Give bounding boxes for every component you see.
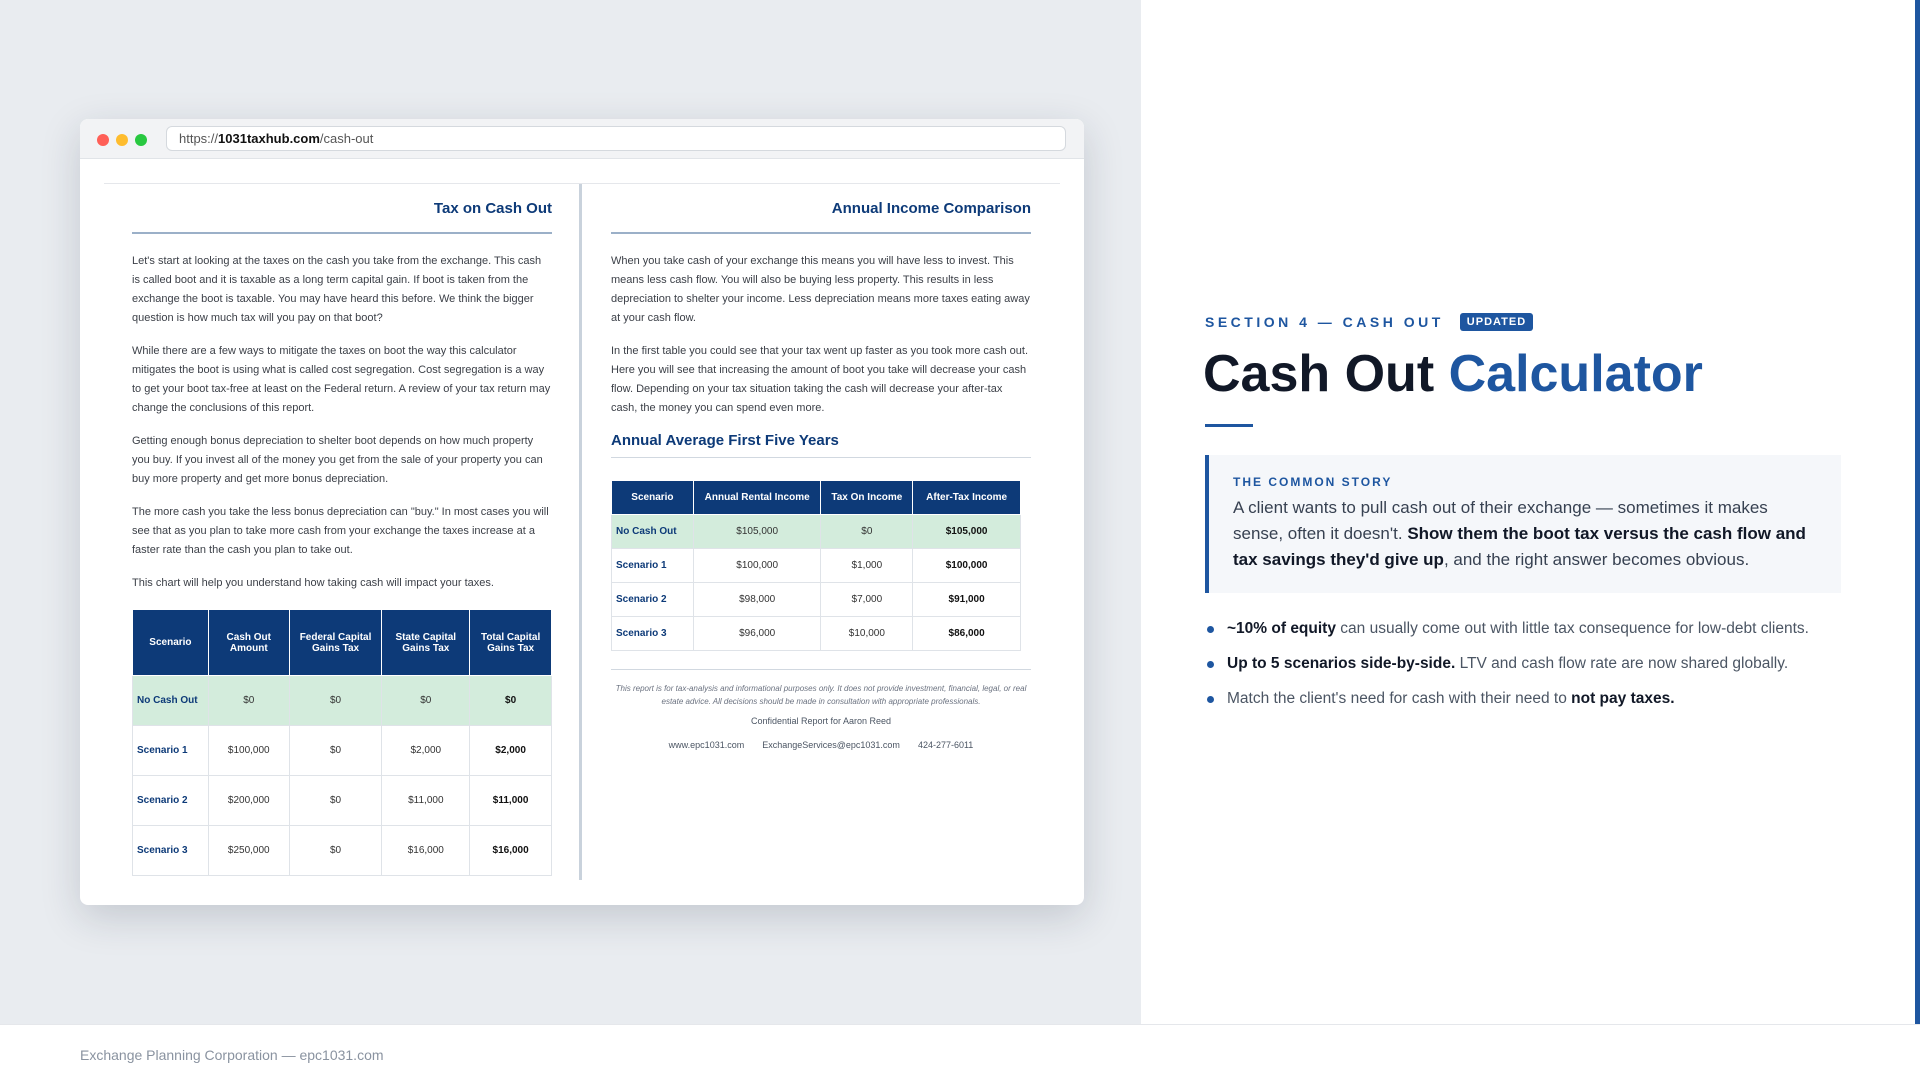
right-panel (1141, 0, 1920, 1024)
column-divider (579, 184, 582, 880)
confidential-note: Confidential Report for Aaron Reed (750, 716, 892, 726)
browser-window (80, 119, 1084, 905)
bullet-bold: not pay taxes. (1571, 690, 1675, 707)
table-cell: Scenario 1 (612, 549, 694, 583)
paragraph: The more cash you take the less bonus depreciation can "buy." In most cases you will see that as you plan to take more cash from your exchange the taxes increase at a faster rate than the cash you plan to take out. (132, 506, 549, 556)
minimize-window-button[interactable] (116, 134, 128, 146)
table-cell: Scenario 2 (133, 776, 209, 826)
tax-on-cash-out-title: Tax on Cash Out (132, 184, 552, 234)
table-cell: $86,000 (913, 617, 1021, 651)
table-cell: $0 (382, 676, 470, 726)
table-row (612, 549, 1021, 583)
bullet-bold: Up to 5 scenarios side-by-side. (1227, 655, 1456, 672)
table-row (612, 515, 1021, 549)
paragraph: When you take cash of your exchange this means you will have less to invest. This means less cash flow. You will also be buying less property. This results in less depreciation to shelter your income. Less depreciation means more taxes eating away at your cash flow. (611, 255, 1030, 324)
table-cell: $16,000 (382, 826, 470, 876)
table-header-row (612, 481, 1021, 515)
column-header: After-Tax Income (913, 481, 1021, 515)
paragraph: This chart will help you understand how taking cash will impact your taxes. (132, 577, 494, 589)
column-header: Tax On Income (821, 481, 913, 515)
table-row (612, 583, 1021, 617)
table-cell: $0 (289, 676, 382, 726)
annual-income-title: Annual Income Comparison (611, 184, 1031, 234)
capital-gains-tax-table (132, 609, 552, 876)
contact-line (611, 740, 1031, 750)
close-window-button[interactable] (97, 134, 109, 146)
bullet-item (1205, 688, 1885, 723)
table-cell: $100,000 (693, 549, 821, 583)
table-cell: No Cash Out (612, 515, 694, 549)
table-cell: Scenario 3 (133, 826, 209, 876)
story-text (1233, 495, 1817, 573)
table-cell: Scenario 3 (612, 617, 694, 651)
contact-website: www.epc1031.com (668, 740, 745, 750)
column-header: Total Capital Gains Tax (470, 610, 552, 676)
footer (0, 1024, 1920, 1080)
url-domain: 1031taxhub.com (218, 131, 320, 146)
story-emphasis: Show them the boot tax versus the cash flow and tax savings they'd give up (1233, 524, 1806, 569)
section-label: SECTION 4 — CASH OUT (1205, 314, 1444, 330)
paragraph: Let's start at looking at the taxes on the cash you take from the exchange. This cash is called boot and it is taxable as a long term capital gain. If boot is taken from the exchange the boot is taxable. You may have heard this before. We think the bigger question is how much tax will you pay on that boot? (132, 255, 542, 324)
five-year-average-subtitle: Annual Average First Five Years (611, 432, 1031, 458)
paragraph: Getting enough bonus depreciation to shelter boot depends on how much property you buy. If you invest all of the money you get from the sale of your property you can buy more property and get more bonus depreciation. (132, 435, 543, 485)
bullet-bold: ~10% of equity (1227, 620, 1336, 637)
table-cell: $0 (289, 726, 382, 776)
table-cell: $200,000 (208, 776, 289, 826)
table-cell: $2,000 (382, 726, 470, 776)
table-cell: $105,000 (913, 515, 1021, 549)
column-header: Scenario (133, 610, 209, 676)
table-cell: $7,000 (821, 583, 913, 617)
common-story-callout (1205, 455, 1841, 593)
table-cell: $0 (821, 515, 913, 549)
column-header: State Capital Gains Tax (382, 610, 470, 676)
table-row (133, 826, 552, 876)
table-cell: $96,000 (693, 617, 821, 651)
bullet-text: can usually come out with little tax consequence for low-debt clients. (1335, 620, 1809, 637)
table-cell: $11,000 (382, 776, 470, 826)
table-cell: $1,000 (821, 549, 913, 583)
table-cell: $2,000 (470, 726, 552, 776)
bullet-item (1205, 618, 1885, 653)
section-eyebrow (1205, 313, 1533, 331)
column-header: Scenario (612, 481, 694, 515)
table-cell: Scenario 2 (612, 583, 694, 617)
browser-chrome (80, 119, 1084, 159)
title-underline (1205, 424, 1253, 427)
table-cell: $91,000 (913, 583, 1021, 617)
table-cell: $0 (470, 676, 552, 726)
disclaimer: This report is for tax-analysis and informational purposes only. It does not provide investment, financial, legal, or real estate advice. All decisions should be made in consultation with appropriate professionals. (611, 669, 1031, 708)
story-label: THE COMMON STORY (1233, 475, 1393, 489)
story-text-part: A client wants to pull cash out of their exchange — sometimes it makes sense, often it doesn't. (1233, 498, 1768, 543)
table-header-row (133, 610, 552, 676)
table-row (133, 726, 552, 776)
title-accent: Calculator (1448, 345, 1703, 403)
contact-phone: 424-277-6011 (917, 740, 974, 750)
column-header: Cash Out Amount (208, 610, 289, 676)
updated-badge: UPDATED (1460, 313, 1533, 331)
table-cell: $0 (208, 676, 289, 726)
url-path: /cash-out (319, 131, 374, 146)
table-cell: Scenario 1 (133, 726, 209, 776)
table-cell: $10,000 (821, 617, 913, 651)
table-row (133, 676, 552, 726)
annual-income-column (611, 184, 1031, 750)
footer-text: Exchange Planning Corporation — epc1031.com (80, 1047, 384, 1063)
table-cell: $11,000 (470, 776, 552, 826)
table-cell: $98,000 (693, 583, 821, 617)
bullet-item (1205, 653, 1885, 688)
table-cell: $0 (289, 826, 382, 876)
paragraph: While there are a few ways to mitigate the taxes on boot the way this calculator mitigates the boot is using what is called cost segregation. Cost segregation is a way to get your boot tax-free at least on the Federal return. A review of your tax return may change the conclusions of this report. (132, 345, 551, 414)
contact-email: ExchangeServices@epc1031.com (762, 740, 900, 750)
bullet-text: Match the client's need for cash with their need to (1227, 690, 1572, 707)
bullet-text: LTV and cash flow rate are now shared globally. (1455, 655, 1789, 672)
table-row (133, 776, 552, 826)
maximize-window-button[interactable] (135, 134, 147, 146)
table-cell: $105,000 (693, 515, 821, 549)
annual-income-table (611, 480, 1021, 651)
table-cell: No Cash Out (133, 676, 209, 726)
story-text-part: , and the right answer becomes obvious. (1443, 550, 1750, 569)
page-title (1203, 344, 1703, 404)
url-prefix: https:// (179, 131, 219, 146)
report-document (104, 183, 1060, 883)
table-cell: $250,000 (208, 826, 289, 876)
tax-on-cash-out-column (132, 184, 552, 876)
table-row (612, 617, 1021, 651)
accent-bar (1915, 0, 1920, 1024)
column-header: Federal Capital Gains Tax (289, 610, 382, 676)
paragraph: In the first table you could see that your tax went up faster as you took more cash out. Here you will see that increasing the amount of boot you take will decrease your cash flow. Depending on your tax situation taking the cash will decrease your after-tax cash, the money you can spend even more. (611, 345, 1029, 414)
feature-bullets (1205, 618, 1885, 723)
title-main: Cash Out (1203, 345, 1435, 403)
column-header: Annual Rental Income (693, 481, 821, 515)
table-cell: $100,000 (208, 726, 289, 776)
address-bar[interactable] (166, 126, 1066, 151)
table-cell: $16,000 (470, 826, 552, 876)
table-cell: $0 (289, 776, 382, 826)
table-cell: $100,000 (913, 549, 1021, 583)
